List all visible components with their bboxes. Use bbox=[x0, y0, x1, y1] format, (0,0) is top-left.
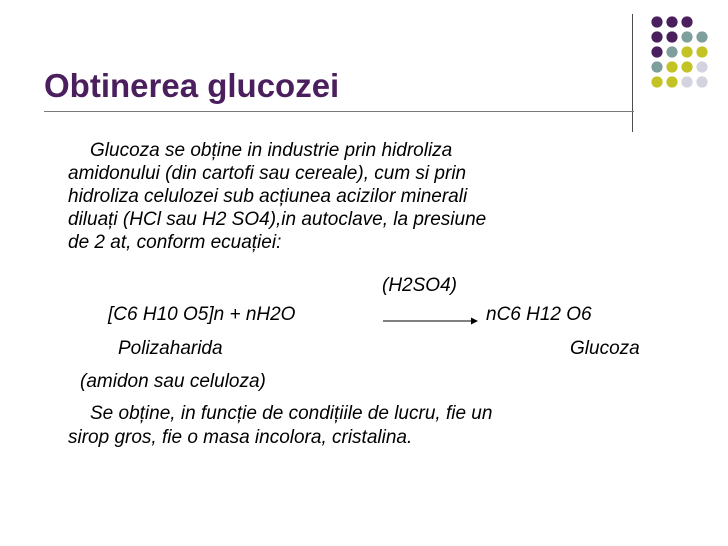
paragraph-line: de 2 at, conform ecuației: bbox=[68, 232, 282, 253]
reaction-arrow-icon bbox=[383, 315, 479, 327]
decorative-dot bbox=[681, 16, 692, 27]
page-title: Obtinerea glucozei bbox=[44, 67, 340, 104]
decorative-dot bbox=[666, 76, 677, 87]
decorative-dot bbox=[696, 46, 707, 57]
decorative-dot bbox=[681, 76, 692, 87]
reactant-name: Polizaharida bbox=[118, 338, 223, 359]
equation-reactant: [C6 H10 O5]n + nH2O bbox=[108, 304, 296, 325]
decorative-dot bbox=[651, 61, 662, 72]
decorative-dot bbox=[681, 31, 692, 42]
decorative-dot bbox=[696, 76, 707, 87]
decorative-dot bbox=[681, 46, 692, 57]
decorative-dot bbox=[651, 31, 662, 42]
reactant-note: (amidon sau celuloza) bbox=[80, 371, 266, 392]
vertical-divider bbox=[632, 14, 633, 132]
decorative-dot bbox=[666, 61, 677, 72]
paragraph-line: hidroliza celulozei sub acțiunea acizilor minerali bbox=[68, 186, 468, 207]
decorative-dot bbox=[696, 31, 707, 42]
closing-line: sirop gros, fie o masa incolora, cristalina. bbox=[68, 427, 413, 448]
decorative-dot bbox=[696, 61, 707, 72]
decorative-dot bbox=[666, 31, 677, 42]
decorative-dot bbox=[666, 46, 677, 57]
decorative-dot bbox=[651, 46, 662, 57]
title-underline bbox=[44, 111, 634, 112]
decorative-dot bbox=[651, 76, 662, 87]
catalyst-label: (H2SO4) bbox=[382, 275, 457, 296]
decorative-dot bbox=[651, 16, 662, 27]
paragraph-line: Glucoza se obține in industrie prin hidroliza bbox=[90, 140, 453, 161]
paragraph-line: diluați (HCl sau H2 SO4),in autoclave, la presiune bbox=[68, 209, 487, 230]
equation-product: nC6 H12 O6 bbox=[486, 304, 592, 325]
decorative-dot bbox=[681, 61, 692, 72]
product-name: Glucoza bbox=[570, 338, 640, 359]
paragraph-line: amidonului (din cartofi sau cereale), cum si prin bbox=[68, 163, 467, 184]
decorative-dot bbox=[666, 16, 677, 27]
closing-line: Se obține, in funcție de condițiile de lucru, fie un bbox=[90, 403, 493, 424]
